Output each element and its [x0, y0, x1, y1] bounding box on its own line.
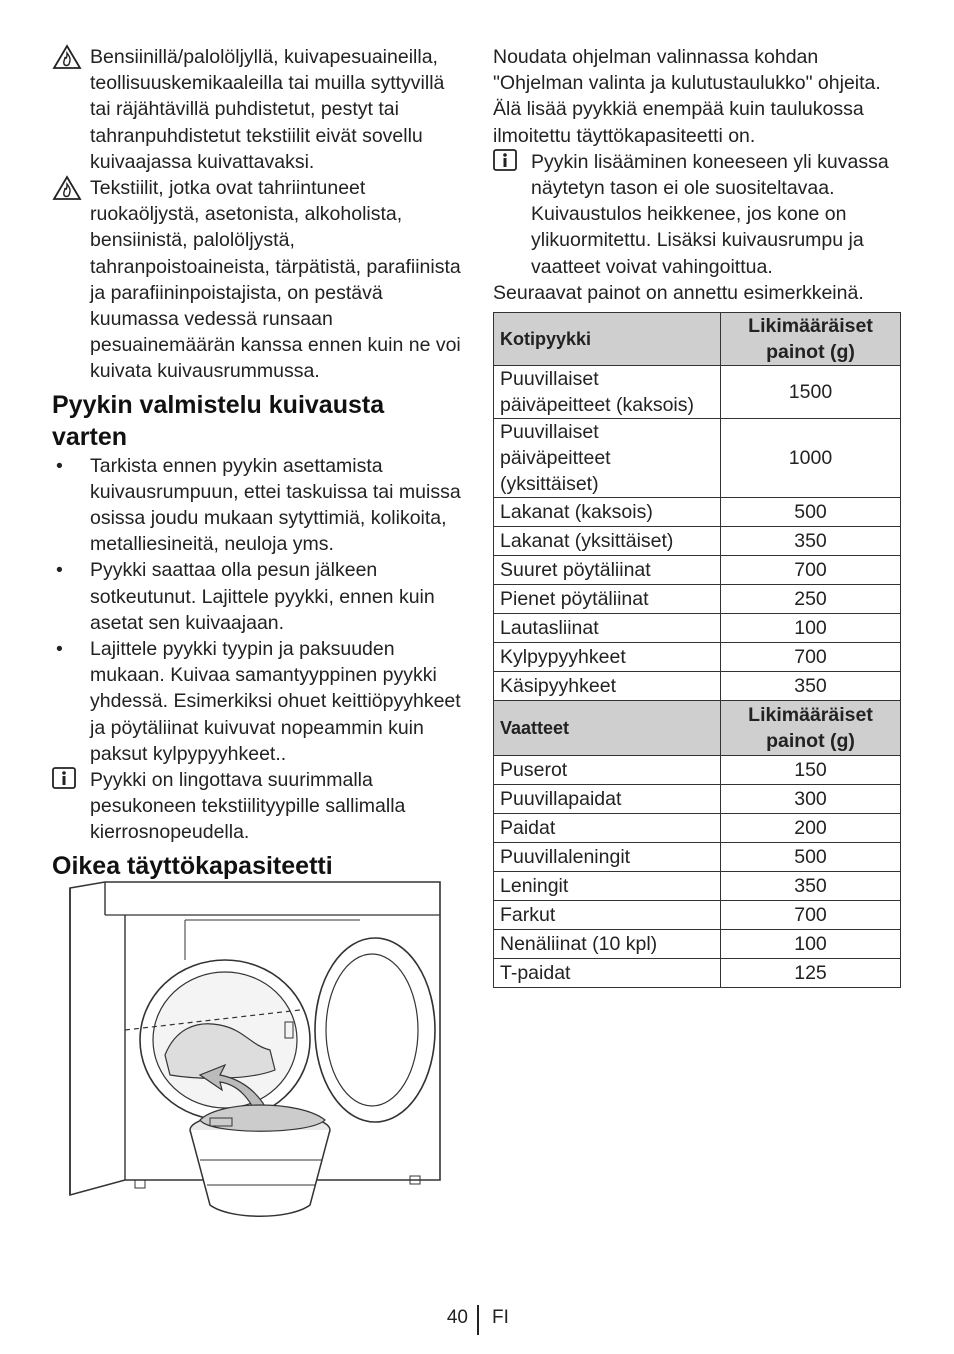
- table-row: [494, 814, 901, 843]
- table-cell-weight: 100: [721, 614, 901, 643]
- table-cell-weight: 1000: [721, 419, 901, 498]
- table-cell-item: Nenäliinat (10 kpl): [494, 930, 721, 959]
- table-cell-weight: 150: [721, 756, 901, 785]
- table-cell-item: Lakanat (yksittäiset): [494, 527, 721, 556]
- table-cell-item: Puuvillaiset päiväpeitteet (kaksois): [494, 366, 721, 419]
- info-block: [52, 767, 464, 846]
- warning-block: [52, 44, 464, 175]
- section-heading: Pyykin valmistelu kuivausta varten: [52, 390, 385, 451]
- info-icon: [493, 149, 531, 175]
- info-text: Pyykin lisääminen koneeseen yli kuvassa näytetyn tason ei ole suositeltavaa. Kuivaustulos heikkenee, jos kone on ylikuormitettu. Lisäksi kuivausrumpu ja vaatteet voivat vahingoittua.: [531, 150, 889, 278]
- list-item-text: Lajittele pyykki tyypin ja paksuuden mukaan. Kuivaa samantyyppinen pyykki yhdessä. Esimerkiksi ohuet keittiöpyyhkeet ja pöytäliinat kuivuvat nopeammin kuin paksut kylpypyyhkeet..: [90, 638, 461, 765]
- weights-table: [493, 312, 901, 988]
- list-item: [52, 636, 464, 767]
- table-row: [494, 901, 901, 930]
- table-row: [494, 585, 901, 614]
- table-cell-item: Puuvillaiset päiväpeitteet (yksittäiset): [494, 419, 721, 498]
- table-header-row: [494, 313, 901, 366]
- table-cell-item: Farkut: [494, 901, 721, 930]
- table-cell-item: Leningit: [494, 872, 721, 901]
- right-column: [493, 44, 903, 988]
- table-row: [494, 672, 901, 701]
- table-cell-weight: 500: [721, 843, 901, 872]
- table-cell-weight: 500: [721, 498, 901, 527]
- fire-warning-icon: [52, 44, 90, 70]
- table-row: [494, 614, 901, 643]
- table-header-row: [494, 701, 901, 756]
- table-row: [494, 498, 901, 527]
- table-cell-item: Puuvillaleningit: [494, 843, 721, 872]
- page-number: 40: [446, 1307, 468, 1328]
- table-cell-weight: 250: [721, 585, 901, 614]
- table-row: [494, 959, 901, 988]
- warning-text: Bensiinillä/palolöljyllä, kuivapesuaineilla, teollisuuskemikaaleilla tai muilla syttyvillä tai räjähtävillä puhdistetut, pestyt tai tahranpuhdistetut tekstiilit eivät sovellu kuivaajassa kuivattavaksi.: [90, 46, 445, 173]
- section-heading: Oikea täyttökapasiteetti: [52, 851, 333, 880]
- dryer-illustration: [60, 880, 460, 1225]
- table-cell-weight: 350: [721, 872, 901, 901]
- list-item: [52, 557, 464, 636]
- table-cell-item: Puserot: [494, 756, 721, 785]
- table-row: [494, 366, 901, 419]
- list-item-text: Tarkista ennen pyykin asettamista kuivausrumpuun, ettei taskuissa tai muissa osissa joudu mukaan sytyttimiä, kolikoita, metalliesineitä, neuloja yms.: [90, 454, 461, 556]
- footer-divider: [477, 1305, 479, 1335]
- warning-text: Tekstiilit, jotka ovat tahriintuneet ruokaöljystä, asetonista, alkoholista, bensiinistä, palolöljystä, tahranpoistoaineista, tärpätistä, parafiinista ja parafiininpoistajista, on pestävä kuumassa vedessä runsaan pesuainemäärän kanssa ennen kuin ne voi kuivata kuivausrummussa.: [90, 177, 461, 383]
- table-cell-weight: 700: [721, 901, 901, 930]
- table-cell-weight: 350: [721, 527, 901, 556]
- table-cell-weight: 200: [721, 814, 901, 843]
- table-cell-weight: 125: [721, 959, 901, 988]
- table-header-weight: Likimääräiset painot (g): [721, 313, 901, 366]
- table-cell-item: Lautasliinat: [494, 614, 721, 643]
- table-cell-item: Suuret pöytäliinat: [494, 556, 721, 585]
- table-row: [494, 930, 901, 959]
- table-cell-item: T-paidat: [494, 959, 721, 988]
- bullet-icon: •: [56, 559, 63, 582]
- warning-block: [52, 175, 464, 385]
- table-cell-item: Pienet pöytäliinat: [494, 585, 721, 614]
- table-cell-weight: 300: [721, 785, 901, 814]
- table-cell-item: Käsipyyhkeet: [494, 672, 721, 701]
- language-code: FI: [492, 1307, 509, 1328]
- intro-paragraph: Noudata ohjelman valinnassa kohdan "Ohjelman valinta ja kulutustaulukko" ohjeita. Älä lisää pyykkiä enempää kuin taulukossa ilmoitettu täyttökapasiteetti on.: [493, 46, 881, 147]
- list-item: [52, 453, 464, 558]
- info-icon: [52, 767, 90, 793]
- list-item-text: Pyykki saattaa olla pesun jälkeen sotkeutunut. Lajittele pyykki, ennen kuin asetat sen kuivaajaan.: [90, 559, 435, 634]
- table-cell-weight: 1500: [721, 366, 901, 419]
- table-row: [494, 556, 901, 585]
- bullet-icon: •: [56, 638, 63, 661]
- table-cell-weight: 700: [721, 556, 901, 585]
- table-header-category: Vaatteet: [494, 701, 721, 756]
- info-text: Pyykki on lingottava suurimmalla pesukoneen tekstiilityypille sallimalla kierrosnopeudella.: [90, 769, 406, 844]
- bullet-icon: •: [56, 454, 63, 477]
- example-note: Seuraavat painot on annettu esimerkkeinä.: [493, 281, 864, 304]
- table-row: [494, 872, 901, 901]
- table-cell-item: Kylpypyyhkeet: [494, 643, 721, 672]
- table-row: [494, 843, 901, 872]
- table-row: [494, 643, 901, 672]
- table-cell-weight: 350: [721, 672, 901, 701]
- table-cell-item: Lakanat (kaksois): [494, 498, 721, 527]
- info-block: [493, 149, 903, 280]
- table-header-weight: Likimääräiset painot (g): [721, 701, 901, 756]
- fire-warning-icon: [52, 175, 90, 201]
- table-cell-item: Paidat: [494, 814, 721, 843]
- table-row: [494, 785, 901, 814]
- table-row: [494, 527, 901, 556]
- table-row: [494, 756, 901, 785]
- table-cell-item: Puuvillapaidat: [494, 785, 721, 814]
- left-column: [52, 44, 464, 882]
- table-header-category: Kotipyykki: [494, 313, 721, 366]
- table-cell-weight: 100: [721, 930, 901, 959]
- table-row: [494, 419, 901, 498]
- table-cell-weight: 700: [721, 643, 901, 672]
